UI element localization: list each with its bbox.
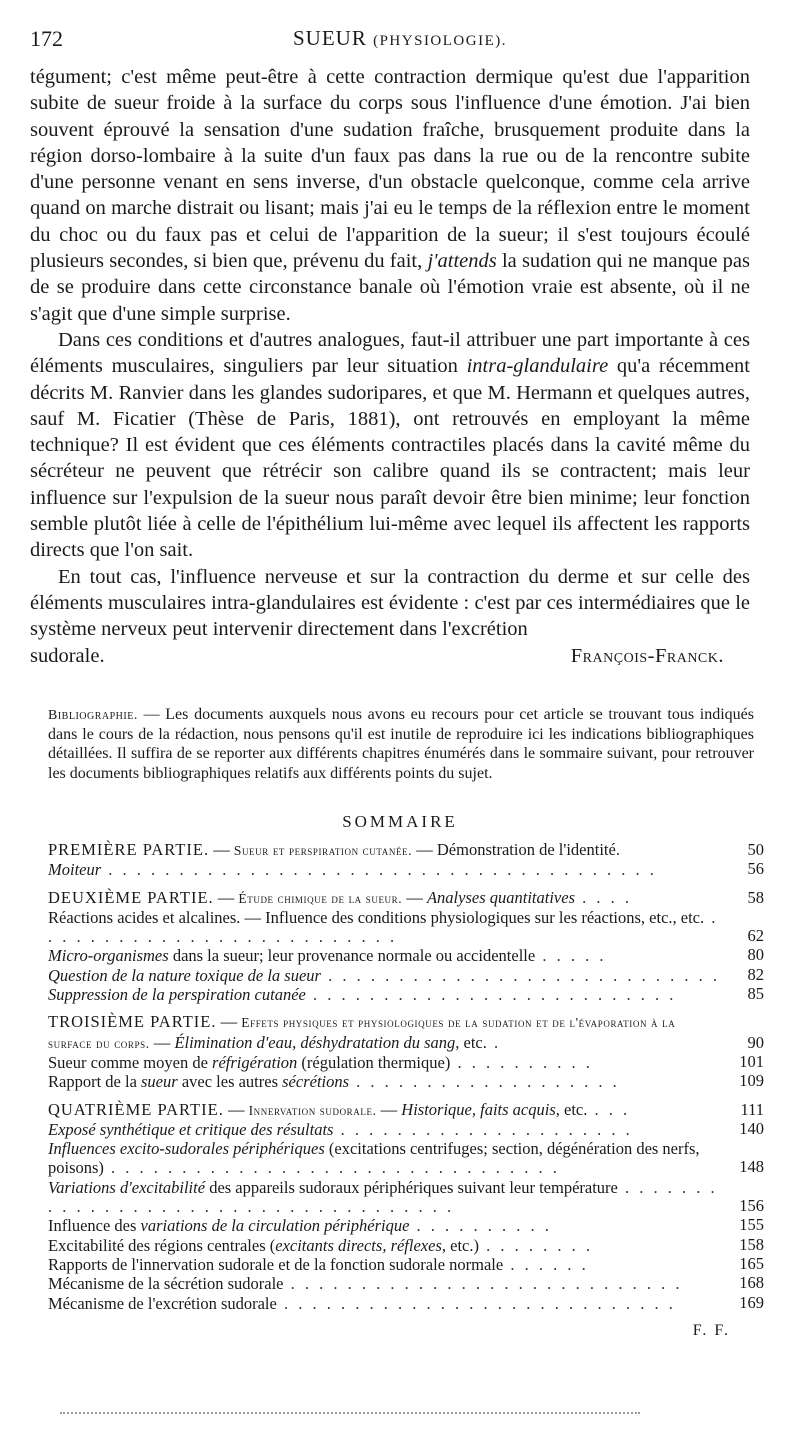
- paragraph-1: [30, 64, 750, 327]
- entry-title: , etc.: [555, 1099, 588, 1119]
- running-header: [30, 26, 770, 56]
- page-ref: 62: [747, 926, 764, 946]
- bibliography-text: — Les documents auxquels nous avons eu recours pour cet article se trouvant tous indiqués dans le cours de la rédaction, nous pensons qu'il est inutile de reproduire ici les indications bibliographiques détaillées. Il suffira de se reporter aux différents chapitres énumérés dans le sommaire suivant, pour retrouver les documents bibliographiques relatifs aux différents points du sujet.: [48, 706, 755, 782]
- entry-title-em: Influences excito-sudorales périphériques: [48, 1139, 325, 1159]
- summary-heading: SOMMAIRE: [342, 812, 458, 831]
- entry-title: des appareils sudoraux périphériques suivant leur température: [209, 1177, 618, 1197]
- dash: —: [416, 840, 433, 859]
- page-ref: 148: [739, 1157, 764, 1177]
- bottom-dotted-rule: [60, 1412, 640, 1414]
- page-ref: 56: [747, 859, 764, 879]
- toc-entry: Réactions acides et alcalines. — Influence des conditions physiologiques sur les réactions, etc., etc. . . . . . . . . . . . . . . . . . . . . . . . . . . 62: [48, 907, 764, 947]
- entry-title-b: avec les autres: [181, 1072, 279, 1092]
- toc-entry: Influences excito-sudorales périphériques (excitations centrifuges; section, dégénération des nerfs, poisons) . . . . . . . . . . . . . . . . . . . . . . . . . . . . . . . . 148: [48, 1139, 764, 1178]
- page-ref: 111: [740, 1099, 764, 1119]
- toc-entry: Rapports de l'innervation sudorale et de la fonction sudorale normale . . . . . . 165: [48, 1253, 764, 1274]
- toc-entry: PREMIÈRE PARTIE. — Sueur et perspiration cutanée. — Démonstration de l'identité. 50: [48, 840, 764, 859]
- part-subject: Sueur et perspiration cutanée.: [233, 843, 413, 858]
- entry-title-em: excitants directs, réflexes: [275, 1235, 442, 1255]
- part-subject: Étude chimique de la sueur.: [238, 890, 403, 906]
- entry-title-em: variations de la circulation périphérique: [140, 1216, 410, 1236]
- toc-entry: DEUXIÈME PARTIE. — Étude chimique de la sueur. — Analyses quantitatives . . . . 58: [48, 887, 764, 907]
- article-body: [30, 64, 750, 669]
- entry-title: Moiteur: [48, 860, 102, 880]
- part-name: QUATRIÈME PARTIE.: [48, 1099, 224, 1119]
- entry-title-em: réfrigération: [212, 1052, 298, 1072]
- toc-entry: TROISIÈME PARTIE. — Effets physiques et physiologiques de la sudation et de l'évaporation à la surface du corps. — Élimination d'eau, déshydratation du sang, etc. . 90: [48, 1012, 764, 1052]
- entry-title: Sueur comme moyen de: [48, 1052, 208, 1072]
- toc-entry: Excitabilité des régions centrales (excitants directs, réflexes, etc.) . . . . . . . . 158: [48, 1234, 764, 1255]
- page-ref: 155: [739, 1215, 764, 1235]
- entry-title: Influence des: [48, 1216, 137, 1236]
- dash: —: [227, 1099, 245, 1119]
- entry-title-b: , etc.): [441, 1235, 479, 1255]
- entry-title: Excitabilité des régions centrales (: [48, 1235, 276, 1255]
- author-signature: François-Franck.: [570, 644, 724, 667]
- running-title: [30, 26, 770, 51]
- entry-title: Démonstration de l'identité: [436, 840, 616, 859]
- toc-part-1: [48, 840, 766, 880]
- entry-title-em: Variations d'excitabilité: [48, 1177, 206, 1197]
- toc-entry: Rapport de la sueur avec les autres sécrétions . . . . . . . . . . . . . . . . . . . 109: [48, 1071, 764, 1092]
- entry-title: Rapports de l'innervation sudorale et de la fonction sudorale normale: [48, 1254, 504, 1274]
- page-ref: 156: [739, 1196, 764, 1216]
- part-subject: Innervation sudorale.: [248, 1102, 377, 1118]
- table-of-contents: [48, 840, 766, 1340]
- entry-title: Analyses quantitatives: [426, 887, 575, 907]
- entry-title: , etc.: [455, 1032, 487, 1052]
- entry-title: Mécanisme de la sécrétion sudorale: [48, 1274, 284, 1294]
- toc-entry: Mécanisme de la sécrétion sudorale . . . . . . . . . . . . . . . . . . . . . . . . . . . . 168: [48, 1273, 764, 1294]
- page-ref: 169: [739, 1292, 764, 1312]
- part-subject: Effets physiques et physiologiques de la sudation et de l'évaporation à la surface du corps.: [48, 1015, 676, 1051]
- entry-title-em-2: sécrétions: [282, 1072, 350, 1092]
- toc-entry: Question de la nature toxique de la sueur . . . . . . . . . . . . . . . . . . . . . . . . . . . . 82: [48, 964, 764, 985]
- paragraph-3-text: En tout cas, l'influence nerveuse et sur la contraction du derme et sur celle des éléments musculaires intra-glandulaires est évidente : c'est par ces intermédiaires que le système nerveux peut intervenir directement dans l'excrétion: [30, 565, 750, 641]
- entry-title-em: Micro-organismes: [48, 946, 169, 966]
- paragraph-2-emphasis: intra-glandulaire: [466, 355, 609, 378]
- entry-title: Mécanisme de l'excrétion sudorale: [48, 1293, 277, 1313]
- dash: —: [220, 1012, 238, 1032]
- toc-entry: Sueur comme moyen de réfrigération (régulation thermique) . . . . . . . . . . 101: [48, 1051, 764, 1072]
- toc-entry: Mécanisme de l'excrétion sudorale . . . . . . . . . . . . . . . . . . . . . . . . . . . . 169: [48, 1292, 764, 1313]
- dash: —: [213, 840, 230, 859]
- toc-entry: Moiteur . . . . . . . . . . . . . . . . . . . . . . . . . . . . . . . . . . . . . . . 56: [48, 859, 764, 880]
- part-name: DEUXIÈME PARTIE.: [48, 887, 214, 907]
- page-ref: 168: [739, 1273, 764, 1293]
- toc-part-3: [48, 1012, 766, 1091]
- entry-title: (excitations centrifuges; section, dégénération des nerfs, poisons): [48, 1139, 700, 1178]
- entry-title-b: (régulation thermique): [301, 1052, 451, 1072]
- paragraph-2: [30, 327, 750, 564]
- page-ref: 85: [747, 984, 764, 1004]
- entry-title: Rapport de la: [48, 1072, 137, 1092]
- dash: —: [380, 1099, 398, 1119]
- entry-title-em: Élimination d'eau, déshydratation du sang: [174, 1032, 456, 1052]
- paragraph-1-emphasis: j'attends: [427, 250, 497, 273]
- paragraph-1-text: tégument; c'est même peut-être à cette contraction dermique qu'est due l'apparition subite de sueur froide à la surface du corps sous l'influence d'une émotion. J'ai bien souvent éprouvé la sensation d'une sudation fraîche, brusquement produite dans la région dorso-lombaire à la suite d'un faux pas dans la rue ou de la rencontre subite d'une personne venant en sens inverse, d'un obstacle quelconque, comme cela arrive quand on marche distrait ou lisant; mais j'ai eu le temps de la réflexion entre le moment du choc ou du faux pas et celui de l'apparition de la sueur; il s'est toujours écoulé plusieurs secondes, si bien que, prévenu du fait,: [30, 66, 750, 273]
- page-ref: 80: [747, 945, 764, 965]
- entry-title-em: Historique, faits acquis: [401, 1099, 556, 1119]
- paragraph-3-end: sudorale.: [30, 644, 105, 667]
- dash: —: [217, 887, 235, 907]
- toc-entry: Suppression de la perspiration cutanée . . . . . . . . . . . . . . . . . . . . . . . . . . 85: [48, 984, 764, 1005]
- page-ref: 140: [739, 1118, 764, 1138]
- part-name: PREMIÈRE PARTIE.: [48, 840, 210, 859]
- toc-entry: QUATRIÈME PARTIE. — Innervation sudorale. — Historique, faits acquis, etc. . . . 111: [48, 1099, 764, 1119]
- page-ref: 165: [739, 1253, 764, 1273]
- entry-title: Exposé synthétique et critique des résultats: [48, 1119, 334, 1139]
- page-ref: 58: [747, 887, 764, 907]
- entry-title: Suppression de la perspiration cutanée: [48, 985, 306, 1005]
- paragraph-3-last-line: [30, 643, 750, 669]
- summary-signoff: F. F.: [692, 1321, 730, 1339]
- entry-title: Question de la nature toxique de la sueur: [48, 965, 321, 985]
- page-ref: 90: [747, 1032, 764, 1052]
- dash: —: [406, 887, 423, 907]
- running-title-main: SUEUR: [292, 26, 367, 50]
- page-number: 172: [30, 26, 63, 51]
- part-name: TROISIÈME PARTIE.: [48, 1012, 217, 1032]
- page-ref: 109: [739, 1071, 764, 1091]
- toc-part-4: [48, 1100, 766, 1313]
- page-ref: 82: [747, 964, 764, 984]
- page-ref: 101: [739, 1051, 764, 1071]
- running-title-subtitle: (PHYSIOLOGIE).: [373, 33, 507, 49]
- entry-title-em: sueur: [141, 1072, 178, 1092]
- toc-entry: Exposé synthétique et critique des résultats . . . . . . . . . . . . . . . . . . . . . 140: [48, 1118, 764, 1139]
- toc-part-2: [48, 888, 766, 1005]
- paragraph-2-text-b: qu'a récemment décrits M. Ranvier dans les glandes sudoripares, et que M. Hermann et quelques autres, sauf M. Ficatier (Thèse de Paris, 1881), ont retrouvés en employant la même technique? Il est évident que ces éléments contractiles placés dans la cavité même du sécréteur ne peuvent que rétrécir son calibre quand ils se contractent; mais leur influence sur l'expulsion de la sueur nous paraît devoir être bien minime; leur fonction semble plutôt liée à celle de l'épithélium lui-même avec lequel ils affectent les rapports directs que l'on sait.: [30, 355, 750, 562]
- bibliography-note: [48, 705, 754, 783]
- page-ref: 50: [747, 840, 764, 859]
- page-ref: 158: [739, 1234, 764, 1254]
- paragraph-2-text-a: Dans ces conditions et d'autres analogues, faut-il attribuer une part importante à ces éléments musculaires, singuliers par leur situation: [30, 328, 750, 378]
- paragraph-3: [30, 564, 750, 643]
- paragraph-1-end: la sudation qui ne manque pas de se produire dans cette circonstance banale où l'émotion vraie est absente, où il ne s'agit que d'une simple surprise.: [30, 250, 750, 325]
- entry-title: dans la sueur; leur provenance normale ou accidentelle: [172, 946, 536, 966]
- bibliography-label: Bibliographie.: [48, 708, 138, 723]
- toc-entry: Influence des variations de la circulation périphérique . . . . . . . . . . 155: [48, 1215, 764, 1236]
- toc-entry: Variations d'excitabilité des appareils sudoraux périphériques suivant leur température . . . . . . . . . . . . . . . . . . . . . . . . . . . . . . . . . . . . 156: [48, 1177, 764, 1217]
- dash: —: [153, 1032, 171, 1052]
- toc-entry: Micro-organismes dans la sueur; leur provenance normale ou accidentelle . . . . . 80: [48, 945, 764, 966]
- entry-title: Réactions acides et alcalines. — Influence des conditions physiologiques sur les réactions, etc., etc.: [48, 907, 705, 927]
